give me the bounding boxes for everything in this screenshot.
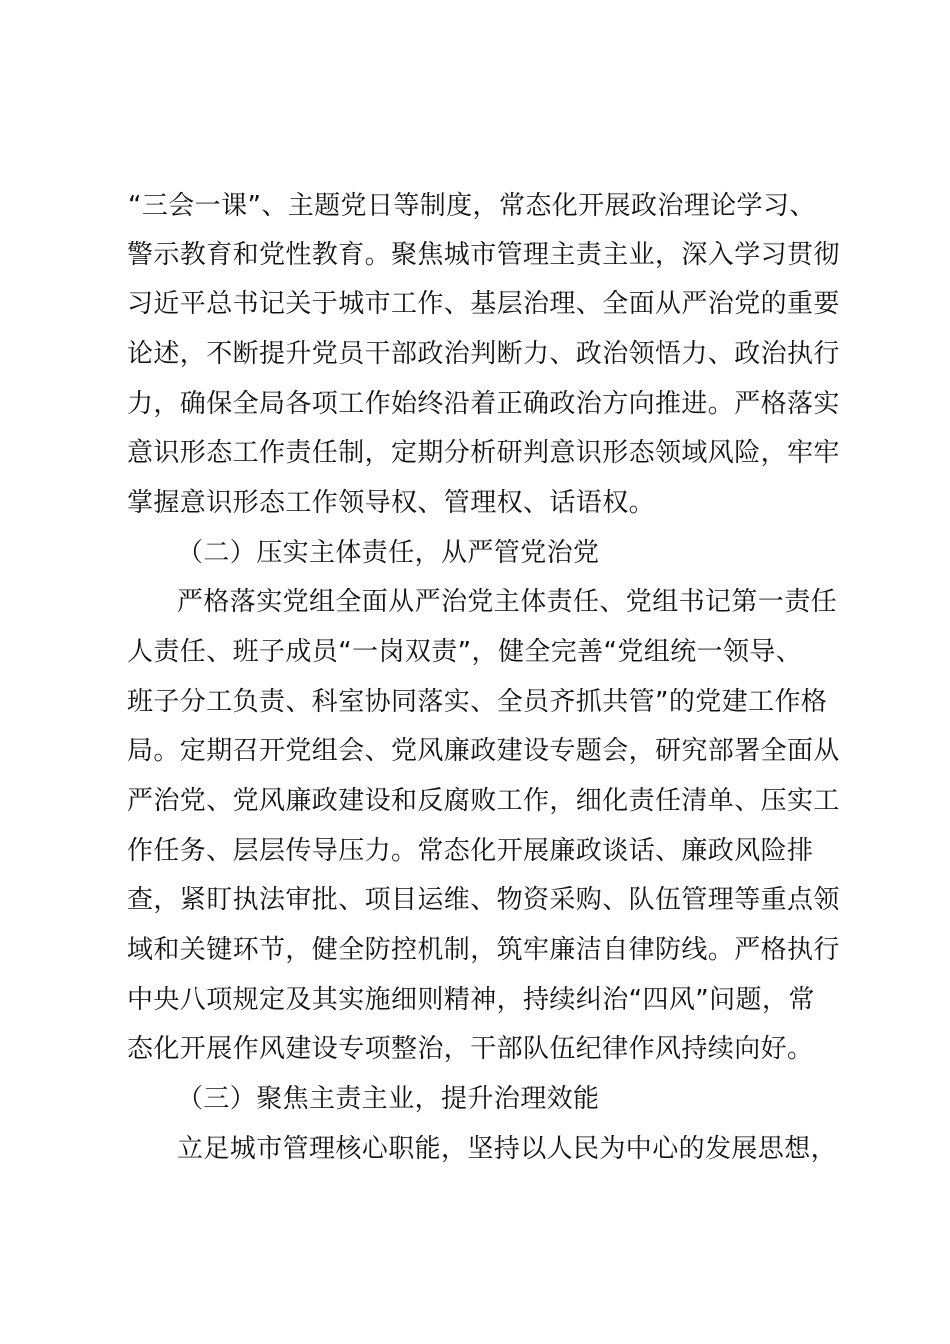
section-heading: （三）聚焦主责主业，提升治理效能 <box>177 1084 600 1114</box>
text-line: 严治党、党风廉政建设和反腐败工作，细化责任清单、压实工 <box>127 786 840 816</box>
text-line: 域和关键环节，健全防控机制，筑牢廉洁自律防线。严格执行 <box>127 935 840 965</box>
text-line: 立足城市管理核心职能，坚持以人民为中心的发展思想， <box>177 1134 838 1164</box>
text-line: 掌握意识形态工作领导权、管理权、话语权。 <box>127 488 656 518</box>
text-line: 警示教育和党性教育。聚焦城市管理主责主业，深入学习贯彻 <box>127 240 840 270</box>
text-line: 严格落实党组全面从严治党主体责任、党组书记第一责任 <box>177 587 838 617</box>
text-line: 论述，不断提升党员干部政治判断力、政治领悟力、政治执行 <box>127 339 840 369</box>
text-line: 作任务、层层传导压力。常态化开展廉政谈话、廉政风险排 <box>127 836 814 866</box>
text-line: 人责任、班子成员“一岗双责”，健全完善“党组统一领导、 <box>127 637 803 667</box>
section-heading: （二）压实主体责任，从严管党治党 <box>177 538 600 568</box>
text-line: 意识形态工作责任制，定期分析研判意识形态领域风险，牢牢 <box>127 438 840 468</box>
text-line: 局。定期召开党组会、党风廉政建设专题会，研究部署全面从 <box>127 736 840 766</box>
text-line: 班子分工负责、科室协同落实、全员齐抓共管”的党建工作格 <box>127 687 828 717</box>
text-line: 力，确保全局各项工作始终沿着正确政治方向推进。严格落实 <box>127 389 840 419</box>
text-line: “三会一课”、主题党日等制度，常态化开展政治理论学习、 <box>128 191 816 221</box>
text-line: 查，紧盯执法审批、项目运维、物资采购、队伍管理等重点领 <box>127 885 840 915</box>
text-line: 态化开展作风建设专项整治，干部队伍纪律作风持续向好。 <box>127 1034 814 1064</box>
text-line: 中央八项规定及其实施细则精神，持续纠治“四风”问题，常 <box>127 985 815 1015</box>
text-line: 习近平总书记关于城市工作、基层治理、全面从严治党的重要 <box>127 289 840 319</box>
